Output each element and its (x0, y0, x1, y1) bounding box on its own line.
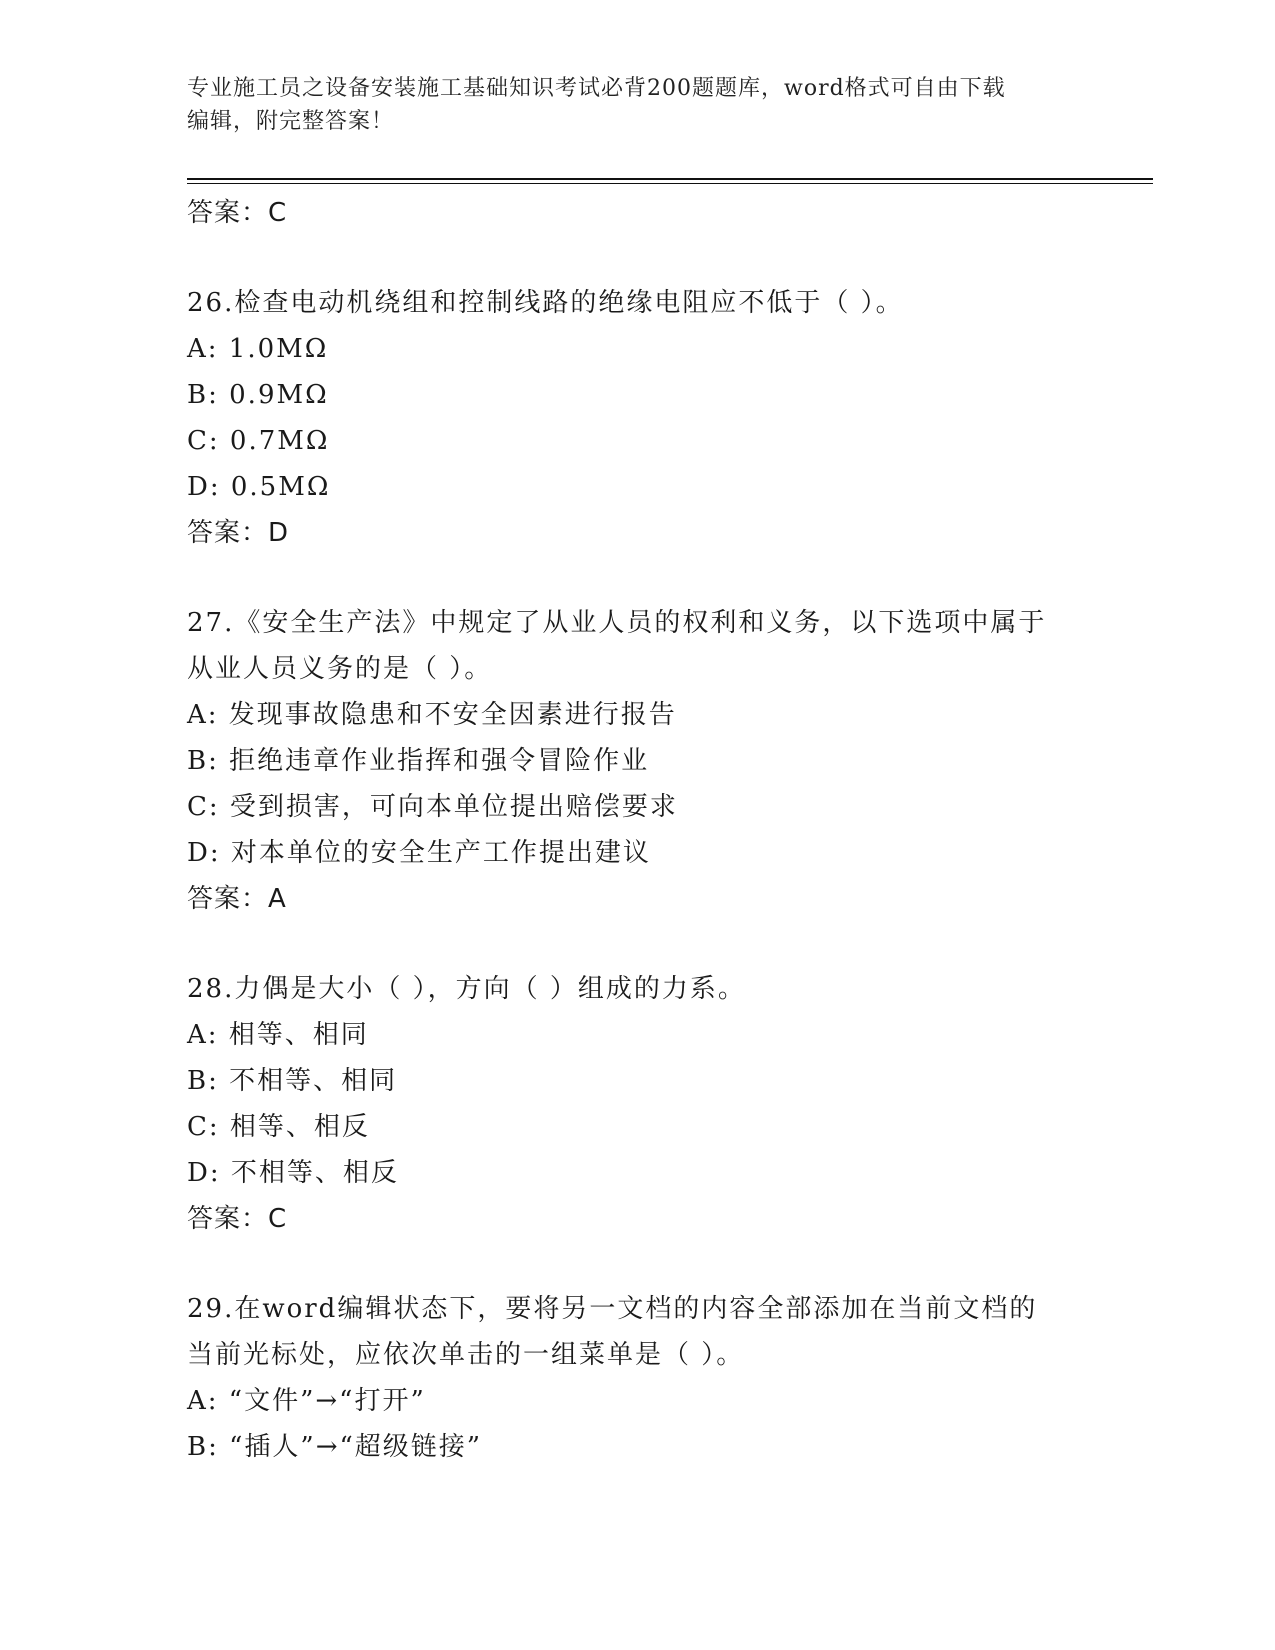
option-c: C: 相等、相反 (187, 1112, 370, 1142)
question-stem-line-1: 27.《安全生产法》中规定了从业人员的权利和义务，以下选项中属于 (187, 608, 1047, 638)
option-d: D: 不相等、相反 (187, 1158, 399, 1188)
option-a: A: 1.0MΩ (187, 334, 329, 364)
spacer (187, 1242, 1087, 1286)
question-28 (187, 966, 1087, 1242)
answer-line: 答案：C (187, 198, 288, 228)
option-b: B: “插人”→“超级链接” (187, 1432, 483, 1462)
header-line-2: 编辑，附完整答案！ (187, 109, 395, 134)
answer-line: 答案：D (187, 518, 290, 548)
spacer (187, 922, 1087, 966)
spacer (187, 556, 1087, 600)
option-d: D: 对本单位的安全生产工作提出建议 (187, 838, 651, 868)
option-b: B: 不相等、相同 (187, 1066, 398, 1096)
header-line-1: 专业施工员之设备安装施工基础知识考试必背200题题库，word格式可自由下载 (187, 76, 1006, 101)
question-stem-line-1: 29.在word编辑状态下，要将另一文档的内容全部添加在当前文档的 (187, 1294, 1038, 1324)
question-stem-line-2: 从业人员义务的是（ ）。 (187, 654, 493, 684)
option-a: A: 相等、相同 (187, 1020, 369, 1050)
spacer (187, 236, 1087, 280)
question-27 (187, 600, 1087, 922)
option-a: A: 发现事故隐患和不安全因素进行报告 (187, 700, 677, 730)
header-rule-thick (187, 178, 1153, 180)
question-stem: 26.检查电动机绕组和控制线路的绝缘电阻应不低于（ ）。 (187, 288, 904, 318)
answer-line: 答案：C (187, 1204, 288, 1234)
page-header (187, 72, 1067, 138)
option-b: B: 拒绝违章作业指挥和强令冒险作业 (187, 746, 650, 776)
document-body (187, 190, 1087, 1470)
header-rule-thin (187, 183, 1153, 184)
option-c: C: 0.7MΩ (187, 426, 330, 456)
option-b: B: 0.9MΩ (187, 380, 329, 410)
option-d: D: 0.5MΩ (187, 472, 331, 502)
question-26 (187, 280, 1087, 556)
option-c: C: 受到损害，可向本单位提出赔偿要求 (187, 792, 678, 822)
question-stem: 28.力偶是大小（ ），方向（ ）组成的力系。 (187, 974, 746, 1004)
option-a: A: “文件”→“打开” (187, 1386, 426, 1416)
question-29 (187, 1286, 1087, 1470)
answer-line: 答案：A (187, 884, 287, 914)
question-stem-line-2: 当前光标处，应依次单击的一组菜单是（ ）。 (187, 1340, 745, 1370)
